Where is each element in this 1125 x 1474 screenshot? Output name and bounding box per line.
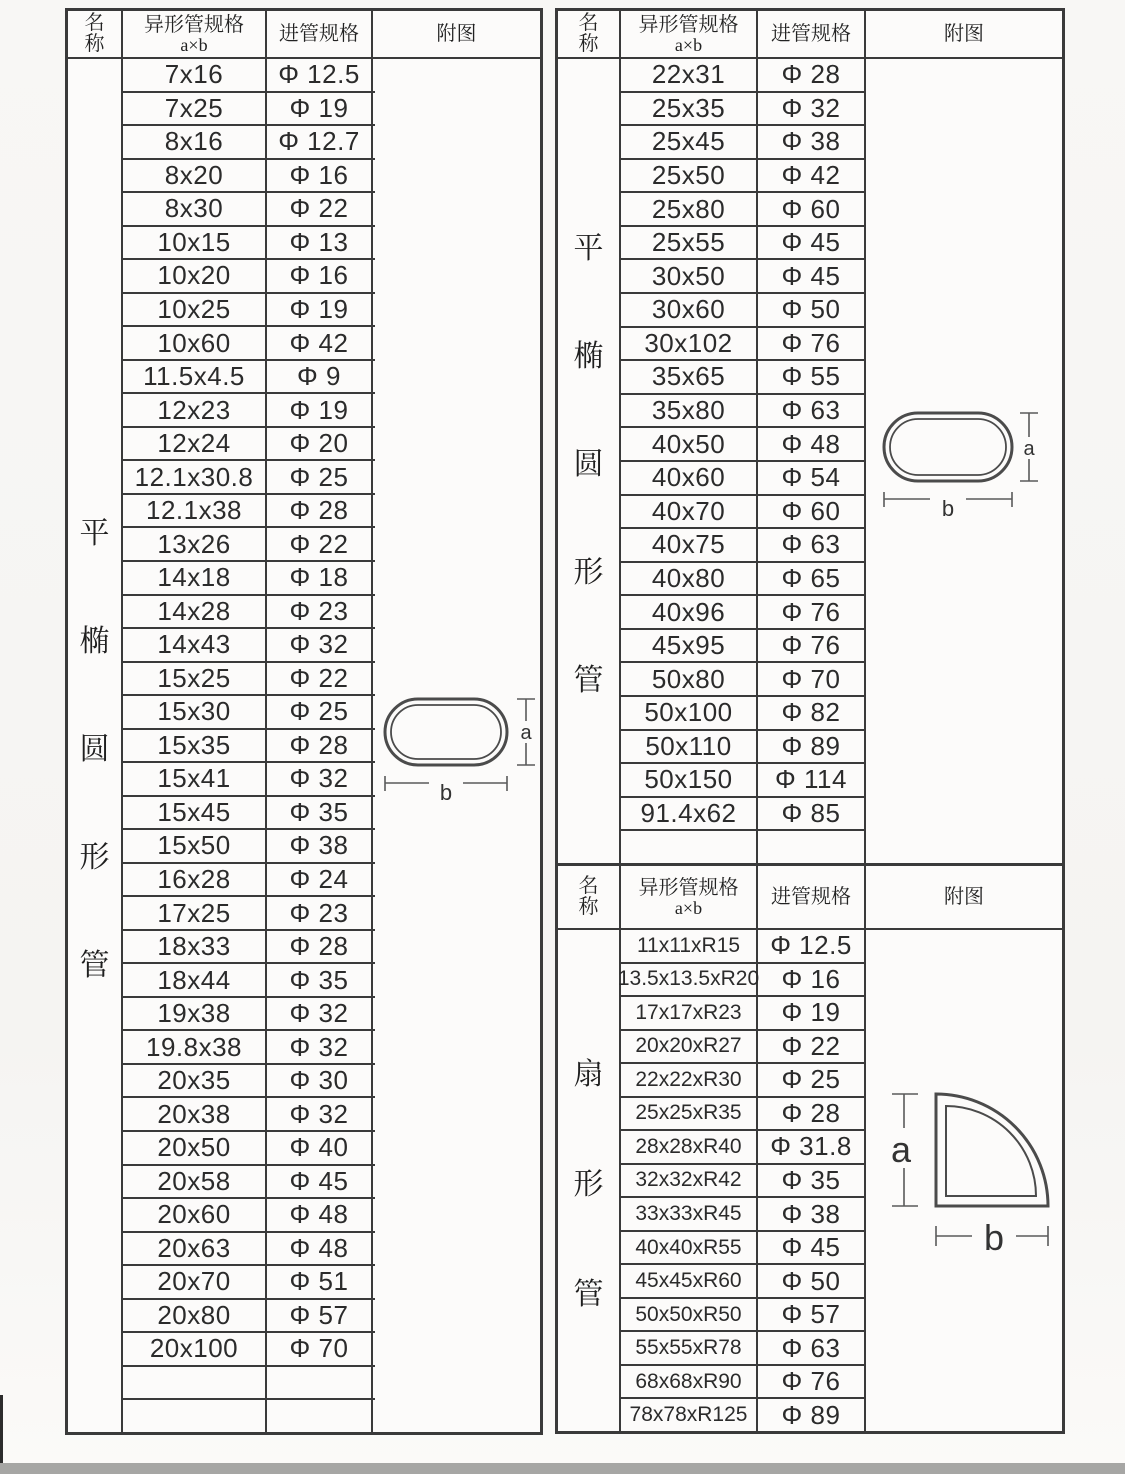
inlet-cell: Φ 45 — [267, 1166, 373, 1198]
spec-cell: 20x63 — [123, 1233, 267, 1265]
inlet-cell: Φ 51 — [267, 1266, 373, 1298]
right-column — [555, 8, 1065, 1434]
spec-cell: 20x50 — [123, 1132, 267, 1164]
inlet-cell: Φ 42 — [758, 160, 866, 192]
spec-cell: 30x102 — [621, 328, 758, 360]
spec-cell: 15x41 — [123, 763, 267, 795]
table-row — [123, 1367, 375, 1401]
table-row — [621, 227, 866, 261]
inlet-cell: Φ 35 — [267, 797, 373, 829]
table-header — [558, 11, 1062, 59]
spec-cell: 10x25 — [123, 294, 267, 326]
table-row — [621, 193, 866, 227]
inlet-cell: Φ 22 — [758, 1031, 866, 1063]
col-header-name: 名称 — [558, 866, 621, 928]
table-row — [123, 327, 375, 361]
table-row — [123, 663, 375, 697]
table-row — [123, 160, 375, 194]
fan-pipe-table — [555, 863, 1065, 1434]
table-row — [123, 93, 375, 127]
inlet-cell: Φ 12.5 — [267, 59, 373, 91]
inlet-cell: Φ 57 — [758, 1299, 866, 1331]
scan-bottom-bar — [0, 1463, 1125, 1474]
spec-cell: 33x33xR45 — [621, 1198, 758, 1230]
spec-cell: 11x11xR15 — [621, 930, 758, 962]
spec-cell: 78x78xR125 — [621, 1399, 758, 1431]
table-row — [621, 428, 866, 462]
inlet-cell: Φ 57 — [267, 1300, 373, 1332]
dim-a-label: a — [1023, 438, 1035, 460]
spec-cell: 20x100 — [123, 1333, 267, 1365]
inlet-cell: Φ 12.5 — [758, 930, 866, 962]
inlet-cell: Φ 42 — [267, 327, 373, 359]
table-row — [123, 763, 375, 797]
table-row — [123, 931, 375, 965]
spec-cell: 12x24 — [123, 428, 267, 460]
inlet-cell — [758, 831, 866, 863]
dim-a-label: a — [890, 1129, 912, 1170]
inlet-cell: Φ 76 — [758, 328, 866, 360]
spec-cell: 17x17xR23 — [621, 997, 758, 1029]
table-row — [123, 1300, 375, 1334]
table-row — [621, 1098, 866, 1132]
table-row — [621, 1031, 866, 1065]
inlet-cell: Φ 60 — [758, 496, 866, 528]
table-row — [621, 1165, 866, 1199]
col-header-figure: 附图 — [944, 886, 984, 908]
spec-cell: 20x70 — [123, 1266, 267, 1298]
spec-cell: 20x38 — [123, 1098, 267, 1130]
inlet-cell: Φ 32 — [267, 1031, 373, 1063]
spec-cell: 35x80 — [621, 395, 758, 427]
table-row — [621, 1131, 866, 1165]
pipe-name-column — [68, 59, 123, 1432]
table-row — [123, 1333, 375, 1367]
table-row — [621, 395, 866, 429]
spec-cell: 50x150 — [621, 764, 758, 796]
spec-cell: 68x68xR90 — [621, 1366, 758, 1398]
table-row — [621, 160, 866, 194]
spec-cell: 15x45 — [123, 797, 267, 829]
inlet-cell: Φ 70 — [267, 1333, 373, 1365]
table-row — [621, 1232, 866, 1266]
spec-cell: 30x60 — [621, 294, 758, 326]
spec-cell: 28x28xR40 — [621, 1131, 758, 1163]
col-header-inlet: 进管规格 — [267, 11, 373, 57]
inlet-cell: Φ 63 — [758, 529, 866, 561]
table-row — [123, 830, 375, 864]
flat-oval-pipe-table-right — [555, 8, 1065, 866]
inlet-cell: Φ 76 — [758, 1366, 866, 1398]
oval-diagram-icon — [878, 395, 1050, 520]
col-header-name: 名称 — [68, 11, 123, 57]
inlet-cell — [267, 1400, 373, 1432]
inlet-cell: Φ 18 — [267, 562, 373, 594]
inlet-cell: Φ 19 — [267, 394, 373, 426]
table-row — [621, 1366, 866, 1400]
spec-cell: 12.1x38 — [123, 495, 267, 527]
dim-a-label: a — [520, 722, 532, 744]
spec-cell: 25x50 — [621, 160, 758, 192]
spec-cell: 20x60 — [123, 1199, 267, 1231]
inlet-cell: Φ 76 — [758, 596, 866, 628]
inlet-cell: Φ 28 — [267, 730, 373, 762]
inlet-cell: Φ 32 — [267, 763, 373, 795]
table-row — [621, 1332, 866, 1366]
spec-cell: 20x35 — [123, 1065, 267, 1097]
spec-rows — [123, 59, 375, 1432]
figure-column — [375, 59, 540, 1432]
figure-column — [866, 930, 1062, 1431]
inlet-cell: Φ 28 — [758, 1098, 866, 1130]
inlet-cell: Φ 30 — [267, 1065, 373, 1097]
inlet-cell — [267, 1367, 373, 1399]
inlet-cell: Φ 54 — [758, 462, 866, 494]
inlet-cell: Φ 19 — [267, 93, 373, 125]
spec-cell: 32x32xR42 — [621, 1165, 758, 1197]
col-header-figure: 附图 — [436, 23, 477, 45]
table-row — [123, 629, 375, 663]
inlet-cell: Φ 50 — [758, 294, 866, 326]
inlet-cell: Φ 70 — [758, 663, 866, 695]
inlet-cell: Φ 31.8 — [758, 1131, 866, 1163]
spec-cell: 13x26 — [123, 528, 267, 560]
inlet-cell: Φ 22 — [267, 663, 373, 695]
spec-cell: 14x43 — [123, 629, 267, 661]
inlet-cell: Φ 45 — [758, 260, 866, 292]
spec-cell: 91.4x62 — [621, 798, 758, 830]
spec-cell — [123, 1400, 267, 1432]
oval-diagram-icon — [379, 679, 547, 804]
table-row — [123, 964, 375, 998]
spec-cell: 40x80 — [621, 563, 758, 595]
spec-cell: 16x28 — [123, 864, 267, 896]
inlet-cell: Φ 16 — [267, 260, 373, 292]
quarter-circle-diagram-icon — [876, 1076, 1056, 1276]
spec-cell: 8x16 — [123, 126, 267, 158]
table-row — [621, 462, 866, 496]
table-row — [621, 630, 866, 664]
table-row — [123, 1132, 375, 1166]
table-row — [123, 394, 375, 428]
inlet-cell: Φ 28 — [758, 59, 866, 91]
inlet-cell: Φ 20 — [267, 428, 373, 460]
spec-cell: 35x65 — [621, 361, 758, 393]
table-row — [123, 361, 375, 395]
inlet-cell: Φ 9 — [267, 361, 373, 393]
spec-cell: 25x35 — [621, 93, 758, 125]
spec-cell: 20x20xR27 — [621, 1031, 758, 1063]
table-row — [123, 1065, 375, 1099]
table-row — [621, 596, 866, 630]
table-row — [621, 930, 866, 964]
inlet-cell: Φ 38 — [267, 830, 373, 862]
table-row — [123, 227, 375, 261]
table-row — [621, 731, 866, 765]
inlet-cell: Φ 24 — [267, 864, 373, 896]
table-row — [621, 1198, 866, 1232]
table-row — [621, 529, 866, 563]
table-row — [123, 1199, 375, 1233]
inlet-cell: Φ 45 — [758, 227, 866, 259]
inlet-cell: Φ 60 — [758, 193, 866, 225]
table-row — [123, 897, 375, 931]
inlet-cell: Φ 23 — [267, 596, 373, 628]
inlet-cell: Φ 50 — [758, 1265, 866, 1297]
spec-cell: 7x25 — [123, 93, 267, 125]
table-row — [621, 1399, 866, 1431]
table-body — [68, 59, 540, 1432]
dim-b-label: b — [983, 1217, 1005, 1258]
table-row — [621, 126, 866, 160]
table-row — [621, 764, 866, 798]
spec-cell: 40x96 — [621, 596, 758, 628]
spec-cell: 10x60 — [123, 327, 267, 359]
col-header-inlet: 进管规格 — [758, 866, 866, 928]
spec-cell: 10x15 — [123, 227, 267, 259]
inlet-cell: Φ 25 — [267, 461, 373, 493]
inlet-cell: Φ 28 — [267, 931, 373, 963]
table-row — [621, 831, 866, 863]
spec-cell: 14x28 — [123, 596, 267, 628]
inlet-cell: Φ 38 — [758, 126, 866, 158]
table-row — [123, 797, 375, 831]
inlet-cell: Φ 48 — [267, 1233, 373, 1265]
table-row — [123, 193, 375, 227]
spec-cell: 22x22xR30 — [621, 1064, 758, 1096]
fan-cross-section-figure — [876, 1076, 1056, 1276]
table-row — [617, 963, 866, 998]
table-row — [621, 361, 866, 395]
table-header — [558, 866, 1062, 930]
inlet-cell: Φ 19 — [267, 294, 373, 326]
spec-cell — [123, 1367, 267, 1399]
table-row — [123, 730, 375, 764]
inlet-cell: Φ 55 — [758, 361, 866, 393]
inlet-cell: Φ 32 — [267, 629, 373, 661]
inlet-cell: Φ 82 — [758, 697, 866, 729]
table-row — [123, 126, 375, 160]
spec-cell: 40x75 — [621, 529, 758, 561]
table-row — [123, 562, 375, 596]
table-body — [558, 59, 1062, 863]
spec-cell: 40x70 — [621, 496, 758, 528]
table-row — [123, 1400, 375, 1432]
table-row — [621, 997, 866, 1031]
spec-cell: 19x38 — [123, 998, 267, 1030]
spec-cell: 11.5x4.5 — [123, 361, 267, 393]
table-row — [123, 696, 375, 730]
spec-cell: 40x50 — [621, 428, 758, 460]
table-header — [68, 11, 540, 59]
pipe-name-vertical-label: 平 椭 圆 形 管 — [573, 232, 604, 697]
inlet-cell: Φ 22 — [267, 193, 373, 225]
spec-cell: 45x95 — [621, 630, 758, 662]
inlet-cell: Φ 28 — [267, 495, 373, 527]
table-row — [123, 998, 375, 1032]
inlet-cell: Φ 35 — [267, 964, 373, 996]
pipe-name-vertical-label: 平 椭 圆 形 管 — [79, 516, 110, 982]
inlet-cell: Φ 89 — [758, 1399, 866, 1431]
inlet-cell: Φ 48 — [267, 1199, 373, 1231]
table-row — [621, 798, 866, 832]
table-row — [621, 260, 866, 294]
spec-cell: 40x40xR55 — [621, 1232, 758, 1264]
inlet-cell: Φ 38 — [758, 1198, 866, 1230]
spec-cell: 17x25 — [123, 897, 267, 929]
inlet-cell: Φ 35 — [758, 1165, 866, 1197]
col-header-name: 名称 — [558, 11, 621, 57]
spec-cell: 7x16 — [123, 59, 267, 91]
spec-cell: 25x80 — [621, 193, 758, 225]
inlet-cell: Φ 114 — [758, 764, 866, 796]
spec-cell: 50x80 — [621, 663, 758, 695]
table-body — [558, 930, 1062, 1431]
spec-cell: 15x25 — [123, 663, 267, 695]
inlet-cell: Φ 16 — [758, 964, 866, 996]
inlet-cell: Φ 19 — [758, 997, 866, 1029]
table-row — [123, 1098, 375, 1132]
spec-cell: 12.1x30.8 — [123, 461, 267, 493]
table-row — [123, 596, 375, 630]
figure-column — [866, 59, 1062, 863]
table-row — [621, 663, 866, 697]
spec-cell: 20x58 — [123, 1166, 267, 1198]
spec-cell: 15x50 — [123, 830, 267, 862]
table-row — [123, 1233, 375, 1267]
spec-cell: 20x80 — [123, 1300, 267, 1332]
table-row — [123, 428, 375, 462]
table-row — [621, 697, 866, 731]
inlet-cell: Φ 12.7 — [267, 126, 373, 158]
col-header-spec: 异形管规格 a×b — [621, 866, 758, 928]
table-row — [123, 528, 375, 562]
pipe-name-column — [558, 59, 621, 863]
spec-cell — [621, 831, 758, 863]
inlet-cell: Φ 23 — [267, 897, 373, 929]
spec-cell: 12x23 — [123, 394, 267, 426]
table-row — [123, 864, 375, 898]
spec-cell: 8x20 — [123, 160, 267, 192]
table-row — [123, 59, 375, 93]
spec-cell: 10x20 — [123, 260, 267, 292]
inlet-cell: Φ 48 — [758, 428, 866, 460]
inlet-cell: Φ 63 — [758, 395, 866, 427]
spec-cell: 18x44 — [123, 964, 267, 996]
inlet-cell: Φ 25 — [758, 1064, 866, 1096]
spec-cell: 25x55 — [621, 227, 758, 259]
spec-cell: 55x55xR78 — [621, 1332, 758, 1364]
inlet-cell: Φ 32 — [267, 998, 373, 1030]
spec-cell: 14x18 — [123, 562, 267, 594]
oval-cross-section-figure — [878, 395, 1050, 520]
table-row — [621, 563, 866, 597]
table-row — [621, 59, 866, 93]
table-row — [621, 1299, 866, 1333]
spec-rows — [621, 59, 866, 863]
table-row — [123, 495, 375, 529]
col-header-spec: 异形管规格 a×b — [123, 11, 267, 57]
spec-cell: 30x50 — [621, 260, 758, 292]
dim-b-label: b — [941, 496, 955, 520]
spec-cell: 25x45 — [621, 126, 758, 158]
table-row — [123, 1266, 375, 1300]
inlet-cell: Φ 25 — [267, 696, 373, 728]
inlet-cell: Φ 76 — [758, 630, 866, 662]
spec-cell: 15x35 — [123, 730, 267, 762]
table-row — [123, 260, 375, 294]
spec-cell: 45x45xR60 — [621, 1265, 758, 1297]
spec-cell: 19.8x38 — [123, 1031, 267, 1063]
col-header-figure: 附图 — [944, 23, 984, 45]
spec-cell: 8x30 — [123, 193, 267, 225]
spec-cell: 50x110 — [621, 731, 758, 763]
spec-cell: 13.5x13.5xR20 — [621, 964, 758, 996]
oval-cross-section-figure — [379, 679, 547, 804]
table-row — [123, 1031, 375, 1065]
spec-cell: 15x30 — [123, 696, 267, 728]
inlet-cell: Φ 22 — [267, 528, 373, 560]
inlet-cell: Φ 45 — [758, 1232, 866, 1264]
inlet-cell: Φ 85 — [758, 798, 866, 830]
inlet-cell: Φ 89 — [758, 731, 866, 763]
spec-cell: 25x25xR35 — [621, 1098, 758, 1130]
table-row — [621, 328, 866, 362]
table-row — [123, 1166, 375, 1200]
inlet-cell: Φ 40 — [267, 1132, 373, 1164]
pipe-name-column — [558, 930, 621, 1431]
spec-cell: 40x60 — [621, 462, 758, 494]
inlet-cell: Φ 63 — [758, 1332, 866, 1364]
table-row — [621, 1265, 866, 1299]
inlet-cell: Φ 16 — [267, 160, 373, 192]
table-row — [123, 461, 375, 495]
flat-oval-pipe-table-left — [65, 8, 543, 1435]
col-header-inlet: 进管规格 — [758, 11, 866, 57]
spec-cell: 22x31 — [621, 59, 758, 91]
table-row — [621, 1064, 866, 1098]
spec-rows — [617, 930, 866, 1431]
col-header-spec: 异形管规格 a×b — [621, 11, 758, 57]
inlet-cell: Φ 32 — [758, 93, 866, 125]
table-row — [621, 93, 866, 127]
inlet-cell: Φ 13 — [267, 227, 373, 259]
spec-cell: 50x100 — [621, 697, 758, 729]
pipe-name-vertical-label: 扇 形 管 — [573, 1057, 604, 1311]
table-row — [621, 496, 866, 530]
table-row — [123, 294, 375, 328]
spec-cell: 50x50xR50 — [621, 1299, 758, 1331]
inlet-cell: Φ 32 — [267, 1098, 373, 1130]
dim-b-label: b — [439, 780, 453, 804]
table-row — [621, 294, 866, 328]
inlet-cell: Φ 65 — [758, 563, 866, 595]
spec-cell: 18x33 — [123, 931, 267, 963]
